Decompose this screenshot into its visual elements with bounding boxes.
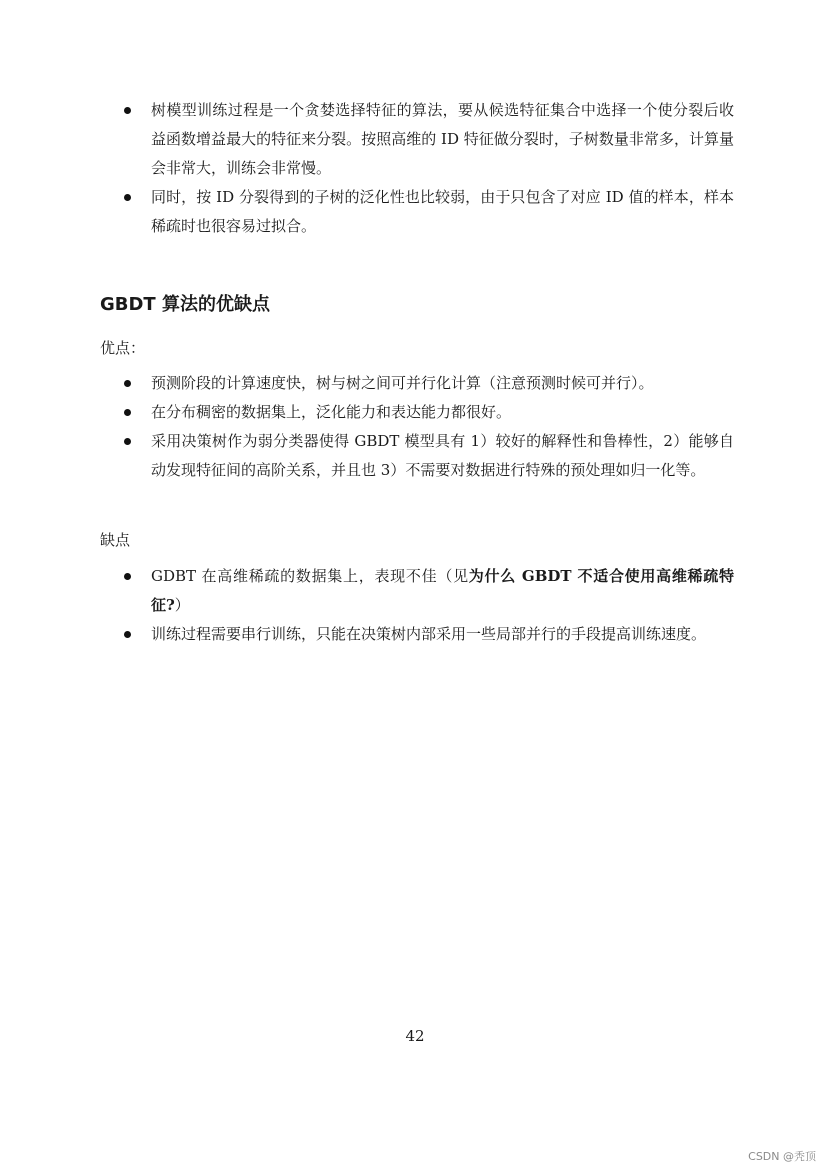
cross-reference-link[interactable]: 为什么 GBDT 不适合使用高维稀疏特征? <box>151 567 734 614</box>
bullet-dot-icon <box>124 438 131 445</box>
cons-list <box>124 562 734 649</box>
bullet-text: 训练过程需要串行训练，只能在决策树内部采用一些局部并行的手段提高训练速度。 <box>151 625 707 643</box>
bullet-text: 采用决策树作为弱分类器使得 GBDT 模型具有 1）较好的解释性和鲁棒性，2）能够自动发现特征间的高阶关系，并且也 3）不需要对数据进行特殊的预处理如归一化等。 <box>151 432 734 479</box>
bullet-dot-icon <box>124 631 131 638</box>
cons-label: 缺点 <box>100 531 131 549</box>
intro-bullet-list <box>124 96 734 241</box>
list-item <box>124 369 734 398</box>
bullet-dot-icon <box>124 409 131 416</box>
list-item <box>124 96 734 183</box>
list-item <box>124 398 734 427</box>
list-item <box>124 620 734 649</box>
bullet-dot-icon <box>124 573 131 580</box>
bullet-dot-icon <box>124 380 131 387</box>
section-heading: GBDT 算法的优缺点 <box>100 294 270 315</box>
bullet-text: 同时，按 ID 分裂得到的子树的泛化性也比较弱，由于只包含了对应 ID 值的样本，样本稀疏时也很容易过拟合。 <box>151 188 734 235</box>
pros-list <box>124 369 734 485</box>
bullet-text: 在分布稠密的数据集上，泛化能力和表达能力都很好。 <box>151 403 512 421</box>
bullet-text-suffix: ） <box>174 596 190 614</box>
bullet-dot-icon <box>124 194 131 201</box>
list-item <box>124 427 734 485</box>
bullet-text: 树模型训练过程是一个贪婪选择特征的算法，要从候选特征集合中选择一个使分裂后收益函数增益最大的特征来分裂。按照高维的 ID 特征做分裂时，子树数量非常多，计算量会非常大，训练会非常慢。 <box>151 101 734 177</box>
pros-label: 优点： <box>100 339 146 357</box>
list-item <box>124 562 734 620</box>
bullet-text: 预测阶段的计算速度快，树与树之间可并行化计算（注意预测时候可并行）。 <box>151 374 654 392</box>
watermark: CSDN @秃顶 <box>748 1150 816 1163</box>
bullet-text-prefix: GDBT 在高维稀疏的数据集上，表现不佳（见 <box>151 567 469 585</box>
page-number: 42 <box>405 1027 425 1045</box>
bullet-dot-icon <box>124 107 131 114</box>
list-item <box>124 183 734 241</box>
